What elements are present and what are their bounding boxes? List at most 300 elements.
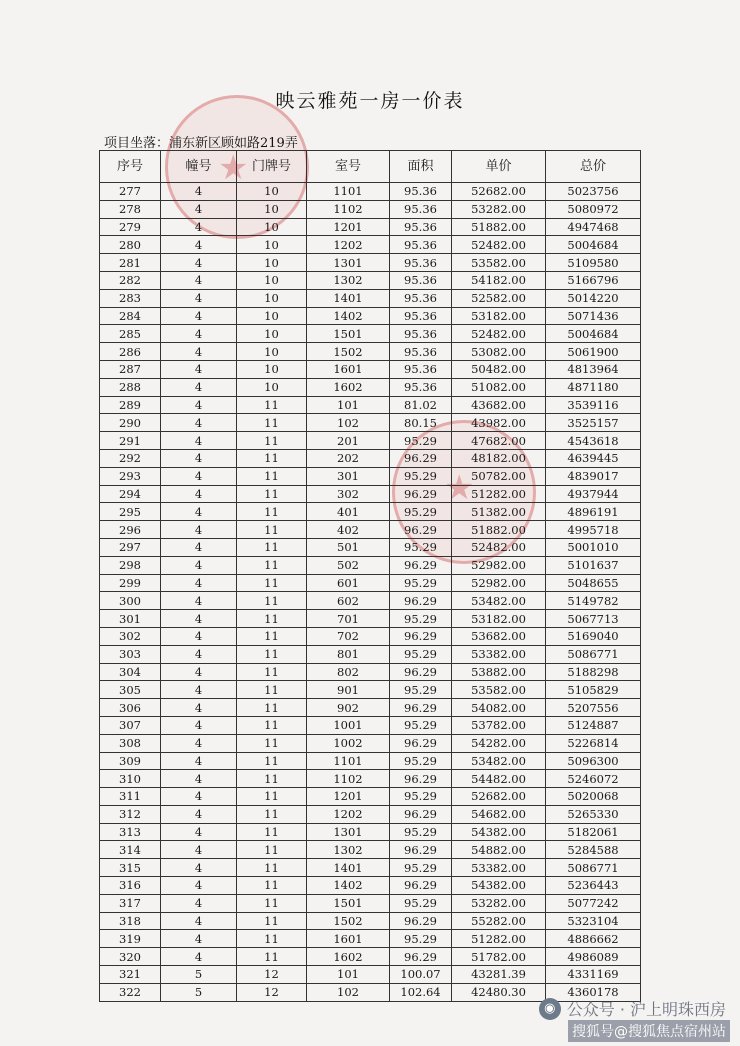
table-cell: 11 bbox=[237, 716, 307, 734]
table-cell: 53882.00 bbox=[452, 663, 546, 681]
table-cell: 53282.00 bbox=[452, 894, 546, 912]
table-body bbox=[100, 183, 641, 1002]
table-cell: 11 bbox=[237, 663, 307, 681]
table-cell: 81.02 bbox=[390, 396, 452, 414]
table-cell: 11 bbox=[237, 841, 307, 859]
table-cell: 5023756 bbox=[546, 183, 641, 201]
table-cell: 5071436 bbox=[546, 307, 641, 325]
table-cell: 51882.00 bbox=[452, 521, 546, 539]
table-cell: 10 bbox=[237, 307, 307, 325]
table-cell: 54282.00 bbox=[452, 734, 546, 752]
table-cell: 314 bbox=[100, 841, 161, 859]
table-cell: 4 bbox=[161, 788, 237, 806]
table-cell: 5124887 bbox=[546, 716, 641, 734]
table-cell: 4 bbox=[161, 307, 237, 325]
table-cell: 4 bbox=[161, 823, 237, 841]
table-cell: 53382.00 bbox=[452, 859, 546, 877]
column-header: 单价 bbox=[452, 151, 546, 183]
table-row bbox=[100, 699, 641, 717]
table-cell: 286 bbox=[100, 343, 161, 361]
table-cell: 1401 bbox=[307, 289, 390, 307]
table-cell: 96.29 bbox=[390, 912, 452, 930]
table-cell: 55282.00 bbox=[452, 912, 546, 930]
table-cell: 53282.00 bbox=[452, 200, 546, 218]
table-row bbox=[100, 218, 641, 236]
table-cell: 298 bbox=[100, 556, 161, 574]
table-cell: 95.29 bbox=[390, 645, 452, 663]
price-table bbox=[99, 150, 641, 1002]
table-cell: 299 bbox=[100, 574, 161, 592]
table-cell: 306 bbox=[100, 699, 161, 717]
table-cell: 11 bbox=[237, 574, 307, 592]
table-cell: 300 bbox=[100, 592, 161, 610]
table-cell: 1302 bbox=[307, 841, 390, 859]
table-cell: 96.29 bbox=[390, 592, 452, 610]
table-cell: 4 bbox=[161, 770, 237, 788]
table-cell: 313 bbox=[100, 823, 161, 841]
table-cell: 4 bbox=[161, 236, 237, 254]
table-cell: 1602 bbox=[307, 948, 390, 966]
table-cell: 11 bbox=[237, 699, 307, 717]
table-cell: 322 bbox=[100, 983, 161, 1001]
table-cell: 51082.00 bbox=[452, 378, 546, 396]
table-cell: 11 bbox=[237, 414, 307, 432]
table-row bbox=[100, 521, 641, 539]
table-cell: 5 bbox=[161, 966, 237, 984]
table-cell: 1502 bbox=[307, 343, 390, 361]
table-cell: 4 bbox=[161, 449, 237, 467]
table-cell: 296 bbox=[100, 521, 161, 539]
table-cell: 5236443 bbox=[546, 877, 641, 895]
table-cell: 4886662 bbox=[546, 930, 641, 948]
table-cell: 1102 bbox=[307, 200, 390, 218]
table-cell: 47682.00 bbox=[452, 432, 546, 450]
table-cell: 54082.00 bbox=[452, 699, 546, 717]
table-cell: 51382.00 bbox=[452, 503, 546, 521]
table-cell: 95.36 bbox=[390, 271, 452, 289]
table-cell: 901 bbox=[307, 681, 390, 699]
table-cell: 11 bbox=[237, 485, 307, 503]
table-cell: 96.29 bbox=[390, 877, 452, 895]
table-cell: 277 bbox=[100, 183, 161, 201]
table-cell: 1501 bbox=[307, 325, 390, 343]
table-cell: 4 bbox=[161, 948, 237, 966]
table-cell: 4 bbox=[161, 734, 237, 752]
table-cell: 4 bbox=[161, 859, 237, 877]
table-cell: 53382.00 bbox=[452, 645, 546, 663]
table-cell: 42480.30 bbox=[452, 983, 546, 1001]
table-cell: 801 bbox=[307, 645, 390, 663]
table-cell: 11 bbox=[237, 805, 307, 823]
table-cell: 702 bbox=[307, 627, 390, 645]
table-cell: 601 bbox=[307, 574, 390, 592]
table-cell: 4 bbox=[161, 325, 237, 343]
table-row bbox=[100, 645, 641, 663]
table-cell: 10 bbox=[237, 200, 307, 218]
table-cell: 4 bbox=[161, 538, 237, 556]
table-cell: 12 bbox=[237, 983, 307, 1001]
table-cell: 5020068 bbox=[546, 788, 641, 806]
table-cell: 96.29 bbox=[390, 699, 452, 717]
table-cell: 11 bbox=[237, 449, 307, 467]
table-cell: 52982.00 bbox=[452, 556, 546, 574]
table-cell: 4 bbox=[161, 271, 237, 289]
table-cell: 5004684 bbox=[546, 325, 641, 343]
table-row bbox=[100, 200, 641, 218]
table-cell: 12 bbox=[237, 966, 307, 984]
table-cell: 5149782 bbox=[546, 592, 641, 610]
table-cell: 51282.00 bbox=[452, 485, 546, 503]
table-cell: 4 bbox=[161, 485, 237, 503]
table-cell: 96.29 bbox=[390, 948, 452, 966]
column-header: 幢号 bbox=[161, 151, 237, 183]
table-cell: 401 bbox=[307, 503, 390, 521]
watermark-main-text: 公众号 · 沪上明珠西房 bbox=[566, 1000, 726, 1019]
table-cell: 10 bbox=[237, 271, 307, 289]
table-cell: 4543618 bbox=[546, 432, 641, 450]
table-row bbox=[100, 734, 641, 752]
table-cell: 501 bbox=[307, 538, 390, 556]
table-cell: 301 bbox=[307, 467, 390, 485]
table-cell: 312 bbox=[100, 805, 161, 823]
table-cell: 11 bbox=[237, 948, 307, 966]
table-cell: 5109580 bbox=[546, 254, 641, 272]
table-cell: 95.36 bbox=[390, 254, 452, 272]
table-cell: 318 bbox=[100, 912, 161, 930]
table-cell: 11 bbox=[237, 823, 307, 841]
table-cell: 1601 bbox=[307, 930, 390, 948]
table-cell: 52582.00 bbox=[452, 289, 546, 307]
table-cell: 11 bbox=[237, 734, 307, 752]
table-cell: 4 bbox=[161, 912, 237, 930]
table-cell: 1202 bbox=[307, 805, 390, 823]
table-cell: 278 bbox=[100, 200, 161, 218]
table-cell: 4 bbox=[161, 645, 237, 663]
table-cell: 315 bbox=[100, 859, 161, 877]
table-cell: 53082.00 bbox=[452, 343, 546, 361]
table-cell: 5182061 bbox=[546, 823, 641, 841]
table-cell: 4 bbox=[161, 894, 237, 912]
table-cell: 4947468 bbox=[546, 218, 641, 236]
table-cell: 4331169 bbox=[546, 966, 641, 984]
table-cell: 10 bbox=[237, 218, 307, 236]
table-cell: 4 bbox=[161, 396, 237, 414]
table-cell: 287 bbox=[100, 360, 161, 378]
table-cell: 4937944 bbox=[546, 485, 641, 503]
table-cell: 4 bbox=[161, 289, 237, 307]
table-cell: 701 bbox=[307, 610, 390, 628]
table-cell: 54482.00 bbox=[452, 770, 546, 788]
table-cell: 96.29 bbox=[390, 663, 452, 681]
table-cell: 10 bbox=[237, 236, 307, 254]
watermark bbox=[539, 997, 726, 1020]
table-row bbox=[100, 574, 641, 592]
table-row bbox=[100, 841, 641, 859]
table-cell: 11 bbox=[237, 752, 307, 770]
table-cell: 4 bbox=[161, 414, 237, 432]
table-cell: 4 bbox=[161, 681, 237, 699]
table-row bbox=[100, 877, 641, 895]
table-row bbox=[100, 788, 641, 806]
table-cell: 288 bbox=[100, 378, 161, 396]
table-cell: 5061900 bbox=[546, 343, 641, 361]
table-cell: 4 bbox=[161, 877, 237, 895]
table-cell: 11 bbox=[237, 521, 307, 539]
table-cell: 4 bbox=[161, 183, 237, 201]
table-row bbox=[100, 966, 641, 984]
table-row bbox=[100, 360, 641, 378]
table-row bbox=[100, 663, 641, 681]
table-cell: 5 bbox=[161, 983, 237, 1001]
table-cell: 802 bbox=[307, 663, 390, 681]
table-row bbox=[100, 432, 641, 450]
table-cell: 295 bbox=[100, 503, 161, 521]
table-cell: 52682.00 bbox=[452, 788, 546, 806]
table-cell: 5067713 bbox=[546, 610, 641, 628]
table-row bbox=[100, 752, 641, 770]
table-cell: 305 bbox=[100, 681, 161, 699]
table-cell: 5166796 bbox=[546, 271, 641, 289]
table-cell: 317 bbox=[100, 894, 161, 912]
table-cell: 80.15 bbox=[390, 414, 452, 432]
table-cell: 4 bbox=[161, 752, 237, 770]
table-cell: 51882.00 bbox=[452, 218, 546, 236]
table-cell: 96.29 bbox=[390, 734, 452, 752]
table-cell: 53182.00 bbox=[452, 610, 546, 628]
table-cell: 11 bbox=[237, 556, 307, 574]
wechat-icon: ◉ bbox=[539, 998, 561, 1020]
table-row bbox=[100, 343, 641, 361]
table-row bbox=[100, 859, 641, 877]
table-cell: 95.29 bbox=[390, 610, 452, 628]
table-cell: 5101637 bbox=[546, 556, 641, 574]
table-cell: 11 bbox=[237, 610, 307, 628]
table-cell: 95.29 bbox=[390, 574, 452, 592]
table-cell: 102.64 bbox=[390, 983, 452, 1001]
table-cell: 4 bbox=[161, 556, 237, 574]
table-cell: 3525157 bbox=[546, 414, 641, 432]
table-row bbox=[100, 681, 641, 699]
table-cell: 502 bbox=[307, 556, 390, 574]
column-header: 序号 bbox=[100, 151, 161, 183]
table-cell: 51282.00 bbox=[452, 930, 546, 948]
table-cell: 11 bbox=[237, 538, 307, 556]
table-cell: 1301 bbox=[307, 823, 390, 841]
table-cell: 54382.00 bbox=[452, 877, 546, 895]
table-cell: 289 bbox=[100, 396, 161, 414]
table-cell: 5096300 bbox=[546, 752, 641, 770]
table-cell: 96.29 bbox=[390, 770, 452, 788]
table-cell: 54682.00 bbox=[452, 805, 546, 823]
table-cell: 1401 bbox=[307, 859, 390, 877]
seal-star-icon: ★ bbox=[444, 468, 475, 508]
table-cell: 10 bbox=[237, 325, 307, 343]
table-cell: 96.29 bbox=[390, 556, 452, 574]
table-row bbox=[100, 948, 641, 966]
table-cell: 96.29 bbox=[390, 449, 452, 467]
table-cell: 302 bbox=[100, 627, 161, 645]
table-row bbox=[100, 449, 641, 467]
table-cell: 4 bbox=[161, 343, 237, 361]
table-cell: 1101 bbox=[307, 183, 390, 201]
table-cell: 5105829 bbox=[546, 681, 641, 699]
table-cell: 5323104 bbox=[546, 912, 641, 930]
table-cell: 52982.00 bbox=[452, 574, 546, 592]
table-cell: 54382.00 bbox=[452, 823, 546, 841]
table-row bbox=[100, 716, 641, 734]
table-cell: 5014220 bbox=[546, 289, 641, 307]
table-cell: 4 bbox=[161, 378, 237, 396]
table-cell: 5226814 bbox=[546, 734, 641, 752]
table-cell: 52482.00 bbox=[452, 325, 546, 343]
table-cell: 902 bbox=[307, 699, 390, 717]
table-cell: 4 bbox=[161, 218, 237, 236]
table-cell: 1201 bbox=[307, 788, 390, 806]
table-cell: 11 bbox=[237, 645, 307, 663]
table-cell: 102 bbox=[307, 983, 390, 1001]
table-cell: 53482.00 bbox=[452, 752, 546, 770]
table-cell: 95.29 bbox=[390, 894, 452, 912]
table-cell: 95.36 bbox=[390, 183, 452, 201]
table-row bbox=[100, 538, 641, 556]
table-cell: 4 bbox=[161, 627, 237, 645]
watermark-sub-text: 搜狐号@搜狐焦点宿州站 bbox=[568, 1020, 730, 1042]
table-cell: 4986089 bbox=[546, 948, 641, 966]
table-cell: 4813964 bbox=[546, 360, 641, 378]
table-cell: 95.36 bbox=[390, 236, 452, 254]
table-cell: 4360178 bbox=[546, 983, 641, 1001]
table-cell: 53482.00 bbox=[452, 592, 546, 610]
column-header: 室号 bbox=[307, 151, 390, 183]
table-cell: 4 bbox=[161, 200, 237, 218]
table-cell: 1501 bbox=[307, 894, 390, 912]
table-cell: 95.36 bbox=[390, 360, 452, 378]
table-cell: 280 bbox=[100, 236, 161, 254]
table-cell: 292 bbox=[100, 449, 161, 467]
table-cell: 3539116 bbox=[546, 396, 641, 414]
table-cell: 5207556 bbox=[546, 699, 641, 717]
table-cell: 5077242 bbox=[546, 894, 641, 912]
table-cell: 297 bbox=[100, 538, 161, 556]
table-row bbox=[100, 770, 641, 788]
table-cell: 1002 bbox=[307, 734, 390, 752]
table-cell: 11 bbox=[237, 788, 307, 806]
table-cell: 1601 bbox=[307, 360, 390, 378]
table-cell: 4 bbox=[161, 503, 237, 521]
table-row bbox=[100, 325, 641, 343]
table-cell: 4 bbox=[161, 699, 237, 717]
table-cell: 1302 bbox=[307, 271, 390, 289]
table-cell: 279 bbox=[100, 218, 161, 236]
table-cell: 4995718 bbox=[546, 521, 641, 539]
table-cell: 96.29 bbox=[390, 841, 452, 859]
table-cell: 11 bbox=[237, 877, 307, 895]
table-cell: 95.36 bbox=[390, 378, 452, 396]
table-cell: 307 bbox=[100, 716, 161, 734]
table-row bbox=[100, 289, 641, 307]
document-title: 映云雅苑一房一价表 bbox=[275, 90, 465, 112]
table-cell: 95.29 bbox=[390, 859, 452, 877]
table-cell: 282 bbox=[100, 271, 161, 289]
table-cell: 4 bbox=[161, 467, 237, 485]
table-cell: 303 bbox=[100, 645, 161, 663]
column-header: 总价 bbox=[546, 151, 641, 183]
table-row bbox=[100, 805, 641, 823]
table-cell: 1001 bbox=[307, 716, 390, 734]
table-cell: 11 bbox=[237, 627, 307, 645]
table-cell: 53582.00 bbox=[452, 681, 546, 699]
table-cell: 5265330 bbox=[546, 805, 641, 823]
table-cell: 5086771 bbox=[546, 859, 641, 877]
table-cell: 4 bbox=[161, 610, 237, 628]
table-cell: 311 bbox=[100, 788, 161, 806]
table-cell: 1402 bbox=[307, 307, 390, 325]
table-cell: 308 bbox=[100, 734, 161, 752]
table-row bbox=[100, 396, 641, 414]
table-cell: 95.29 bbox=[390, 681, 452, 699]
table-cell: 320 bbox=[100, 948, 161, 966]
table-cell: 602 bbox=[307, 592, 390, 610]
table-cell: 319 bbox=[100, 930, 161, 948]
table-row bbox=[100, 627, 641, 645]
table-cell: 291 bbox=[100, 432, 161, 450]
table-cell: 10 bbox=[237, 378, 307, 396]
table-cell: 4871180 bbox=[546, 378, 641, 396]
table-cell: 11 bbox=[237, 396, 307, 414]
table-cell: 1301 bbox=[307, 254, 390, 272]
table-cell: 11 bbox=[237, 859, 307, 877]
table-cell: 96.29 bbox=[390, 805, 452, 823]
table-cell: 5004684 bbox=[546, 236, 641, 254]
table-cell: 302 bbox=[307, 485, 390, 503]
table-cell: 95.29 bbox=[390, 432, 452, 450]
table-cell: 95.29 bbox=[390, 467, 452, 485]
table-cell: 4 bbox=[161, 254, 237, 272]
table-row bbox=[100, 467, 641, 485]
table-cell: 53682.00 bbox=[452, 627, 546, 645]
table-cell: 4 bbox=[161, 521, 237, 539]
table-cell: 50782.00 bbox=[452, 467, 546, 485]
table-row bbox=[100, 378, 641, 396]
table-row bbox=[100, 503, 641, 521]
table-header-row bbox=[100, 151, 641, 183]
table-cell: 10 bbox=[237, 360, 307, 378]
table-cell: 11 bbox=[237, 432, 307, 450]
table-cell: 48182.00 bbox=[452, 449, 546, 467]
table-cell: 4 bbox=[161, 805, 237, 823]
table-cell: 402 bbox=[307, 521, 390, 539]
table-cell: 53782.00 bbox=[452, 716, 546, 734]
table-cell: 96.29 bbox=[390, 521, 452, 539]
table-cell: 284 bbox=[100, 307, 161, 325]
table-cell: 11 bbox=[237, 912, 307, 930]
table-cell: 201 bbox=[307, 432, 390, 450]
table-cell: 102 bbox=[307, 414, 390, 432]
table-cell: 95.36 bbox=[390, 200, 452, 218]
table-cell: 95.36 bbox=[390, 289, 452, 307]
table-cell: 321 bbox=[100, 966, 161, 984]
table-cell: 10 bbox=[237, 183, 307, 201]
table-cell: 4 bbox=[161, 592, 237, 610]
table-cell: 11 bbox=[237, 503, 307, 521]
table-cell: 95.29 bbox=[390, 716, 452, 734]
table-cell: 4 bbox=[161, 841, 237, 859]
table-cell: 5246072 bbox=[546, 770, 641, 788]
table-cell: 50482.00 bbox=[452, 360, 546, 378]
table-cell: 310 bbox=[100, 770, 161, 788]
table-cell: 1102 bbox=[307, 770, 390, 788]
table-cell: 53182.00 bbox=[452, 307, 546, 325]
